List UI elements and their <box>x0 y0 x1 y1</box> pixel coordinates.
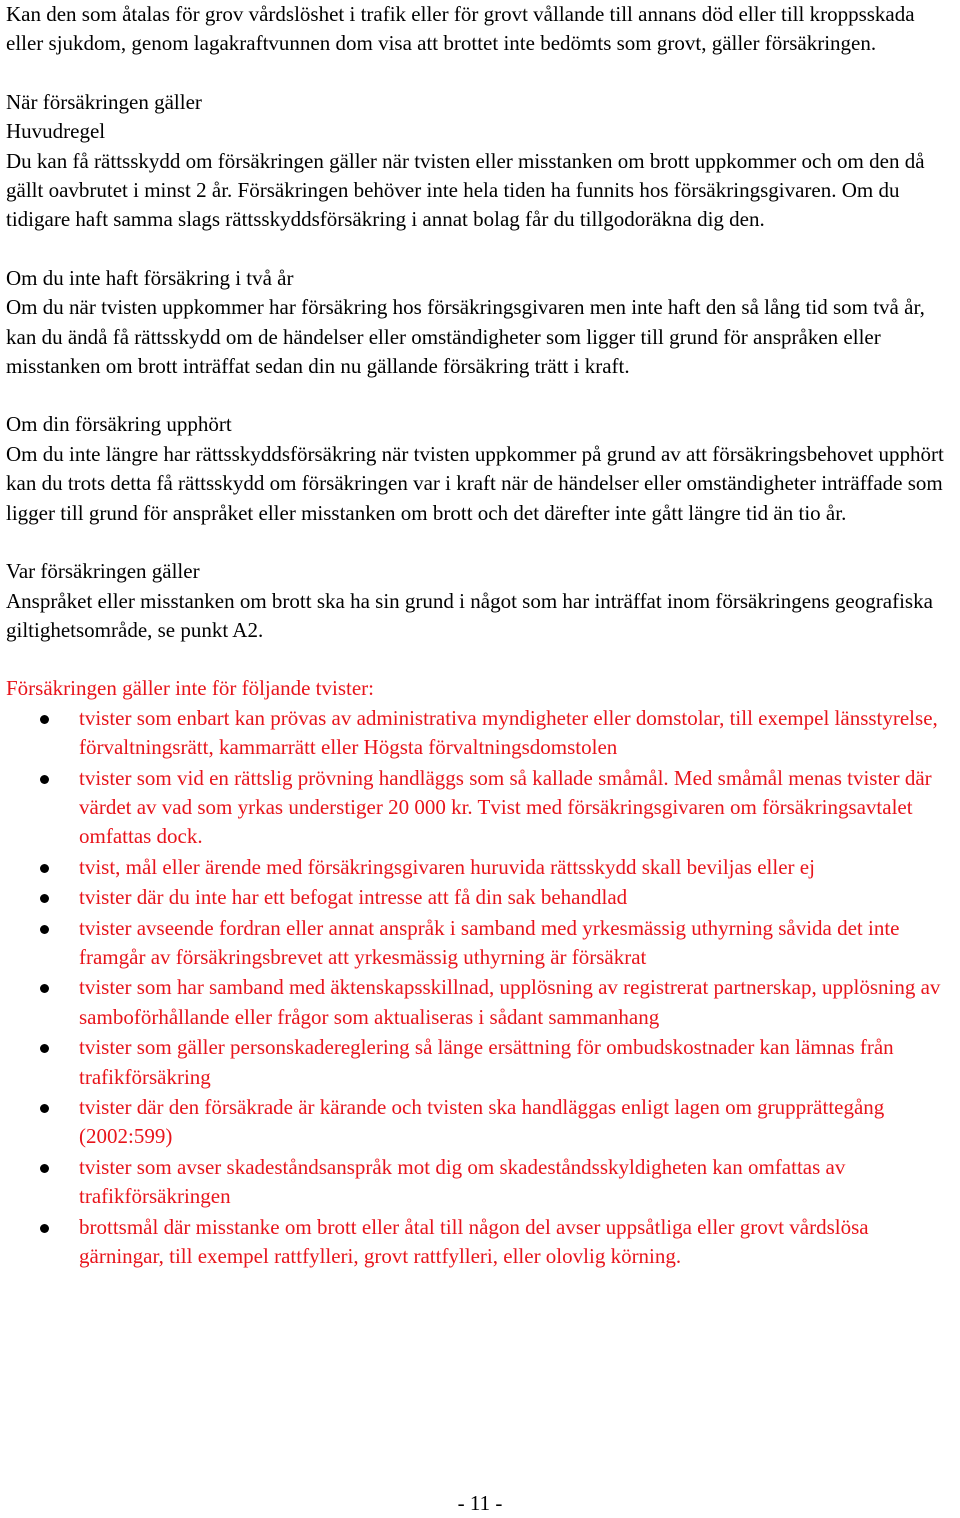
list-item-text: tvister som enbart kan prövas av administrativa myndigheter eller domstolar, till exempel länsstyrelse, förvaltningsrätt, kammarrätt eller Högsta förvaltningsdomstolen <box>79 705 938 760</box>
bullet-icon <box>40 925 49 934</box>
list-item-text: tvist, mål eller ärende med försäkringsgivaren huruvida rättsskydd skall beviljas eller ej <box>79 854 815 879</box>
list-item <box>6 1153 956 1212</box>
section-no-two-years <box>6 264 956 382</box>
section-where-body: Anspråket eller misstanken om brott ska ha sin grund i något som har inträffat inom försäkringens geografiska giltighetsområde, se punkt A2. <box>6 588 933 642</box>
list-item-text: tvister där du inte har ett befogat intresse att få din sak behandlad <box>79 885 628 910</box>
exclusions-list <box>6 704 956 1272</box>
section-where <box>6 557 956 645</box>
list-item-text: brottsmål där misstanke om brott eller åtal till någon del avser uppsåtliga eller grovt vårdslösa gärningar, till exempel rattfylleri, grovt rattfylleri, eller olovlig körning. <box>79 1214 869 1269</box>
list-item <box>6 1093 956 1152</box>
exclusions-heading: Försäkringen gäller inte för följande tvister: <box>6 676 374 701</box>
section-no-two-years-heading: Om du inte haft försäkring i två år <box>6 265 294 290</box>
bullet-icon <box>40 864 49 873</box>
document-page <box>6 0 956 1272</box>
section-validity-heading: När försäkringen gäller <box>6 89 202 114</box>
section-ceased-body: Om du inte längre har rättsskyddsförsäkring när tvisten uppkommer på grund av att försäkringsbehovet upphört kan du trots detta få rättsskydd om försäkringen var i kraft när de händelser eller omständigheter inträffade som ligger till grund för anspråket eller misstanken om brott och det därefter inte gått längre tid än tio år. <box>6 441 944 525</box>
section-ceased-heading: Om din försäkring upphört <box>6 412 232 437</box>
list-item-text: tvister avseende fordran eller annat anspråk i samband med yrkesmässig uthyrning såvida det inte framgår av försäkringsbrevet att yrkesmässig uthyrning är försäkrat <box>79 915 900 969</box>
bullet-icon <box>40 715 49 724</box>
page-number: - 11 - <box>457 1491 503 1515</box>
bullet-icon <box>40 1164 49 1173</box>
section-validity-body: Du kan få rättsskydd om försäkringen gäller när tvisten eller misstanken om brott uppkommer och om den då gällt oavbrutet i minst 2 år. Försäkringen behöver inte hela tiden ha funnits hos försäkringsgivaren. Om du tidigare haft samma slags rättsskyddsförsäkring i annat bolag får du tillgodoräkna dig den. <box>6 148 925 232</box>
section-no-two-years-body: Om du när tvisten uppkommer har försäkring hos försäkringsgivaren men inte haft den så lång tid som två år, kan du ändå få rättsskydd om de händelser eller omständigheter som ligger till grund för anspråken eller misstanken om brott inträffat sedan din nu gällande försäkring trätt i kraft. <box>6 295 925 379</box>
section-ceased <box>6 410 956 528</box>
list-item <box>6 883 956 912</box>
intro-paragraph: Kan den som åtalas för grov vårdslöshet i trafik eller för grovt vållande till annans död eller till kroppsskada eller sjukdom, genom lagakraftvunnen dom visa att brottet inte bedömts som grovt, gäller försäkringen. <box>6 2 915 56</box>
bullet-icon <box>40 1044 49 1053</box>
bullet-icon <box>40 1224 49 1233</box>
list-item-text: tvister som gäller personskadereglering så länge ersättning för ombudskostnader kan lämnas från trafikförsäkring <box>79 1035 894 1089</box>
section-where-heading: Var försäkringen gäller <box>6 559 200 584</box>
bullet-icon <box>40 1104 49 1113</box>
list-item-text: tvister där den försäkrade är kärande och tvisten ska handläggas enligt lagen om grupprättegång (2002:599) <box>79 1095 885 1149</box>
list-item <box>6 1213 956 1272</box>
list-item-text: tvister som vid en rättslig prövning handläggs som så kallade småmål. Med småmål menas tvister där värdet av vad som yrkas understiger 20 000 kr. Tvist med försäkringsgivaren om försäkringsavtalet omfattas dock. <box>79 765 932 849</box>
list-item <box>6 704 956 763</box>
list-item <box>6 1033 956 1092</box>
list-item <box>6 914 956 973</box>
section-validity <box>6 88 956 235</box>
bullet-icon <box>40 894 49 903</box>
list-item-text: tvister som har samband med äktenskapsskillnad, upplösning av registrerat partnerskap, upplösning av samboförhållande eller frågor som aktualiseras i sådant sammanhang <box>79 975 941 1029</box>
bullet-icon <box>40 775 49 784</box>
bullet-icon <box>40 984 49 993</box>
list-item-text: tvister som avser skadeståndsanspråk mot dig om skadeståndsskyldigheten kan omfattas av trafikförsäkringen <box>79 1154 846 1209</box>
list-item <box>6 853 956 882</box>
list-item <box>6 973 956 1032</box>
section-validity-subheading: Huvudregel <box>6 119 106 144</box>
exclusions-section <box>6 674 956 1271</box>
list-item <box>6 764 956 852</box>
